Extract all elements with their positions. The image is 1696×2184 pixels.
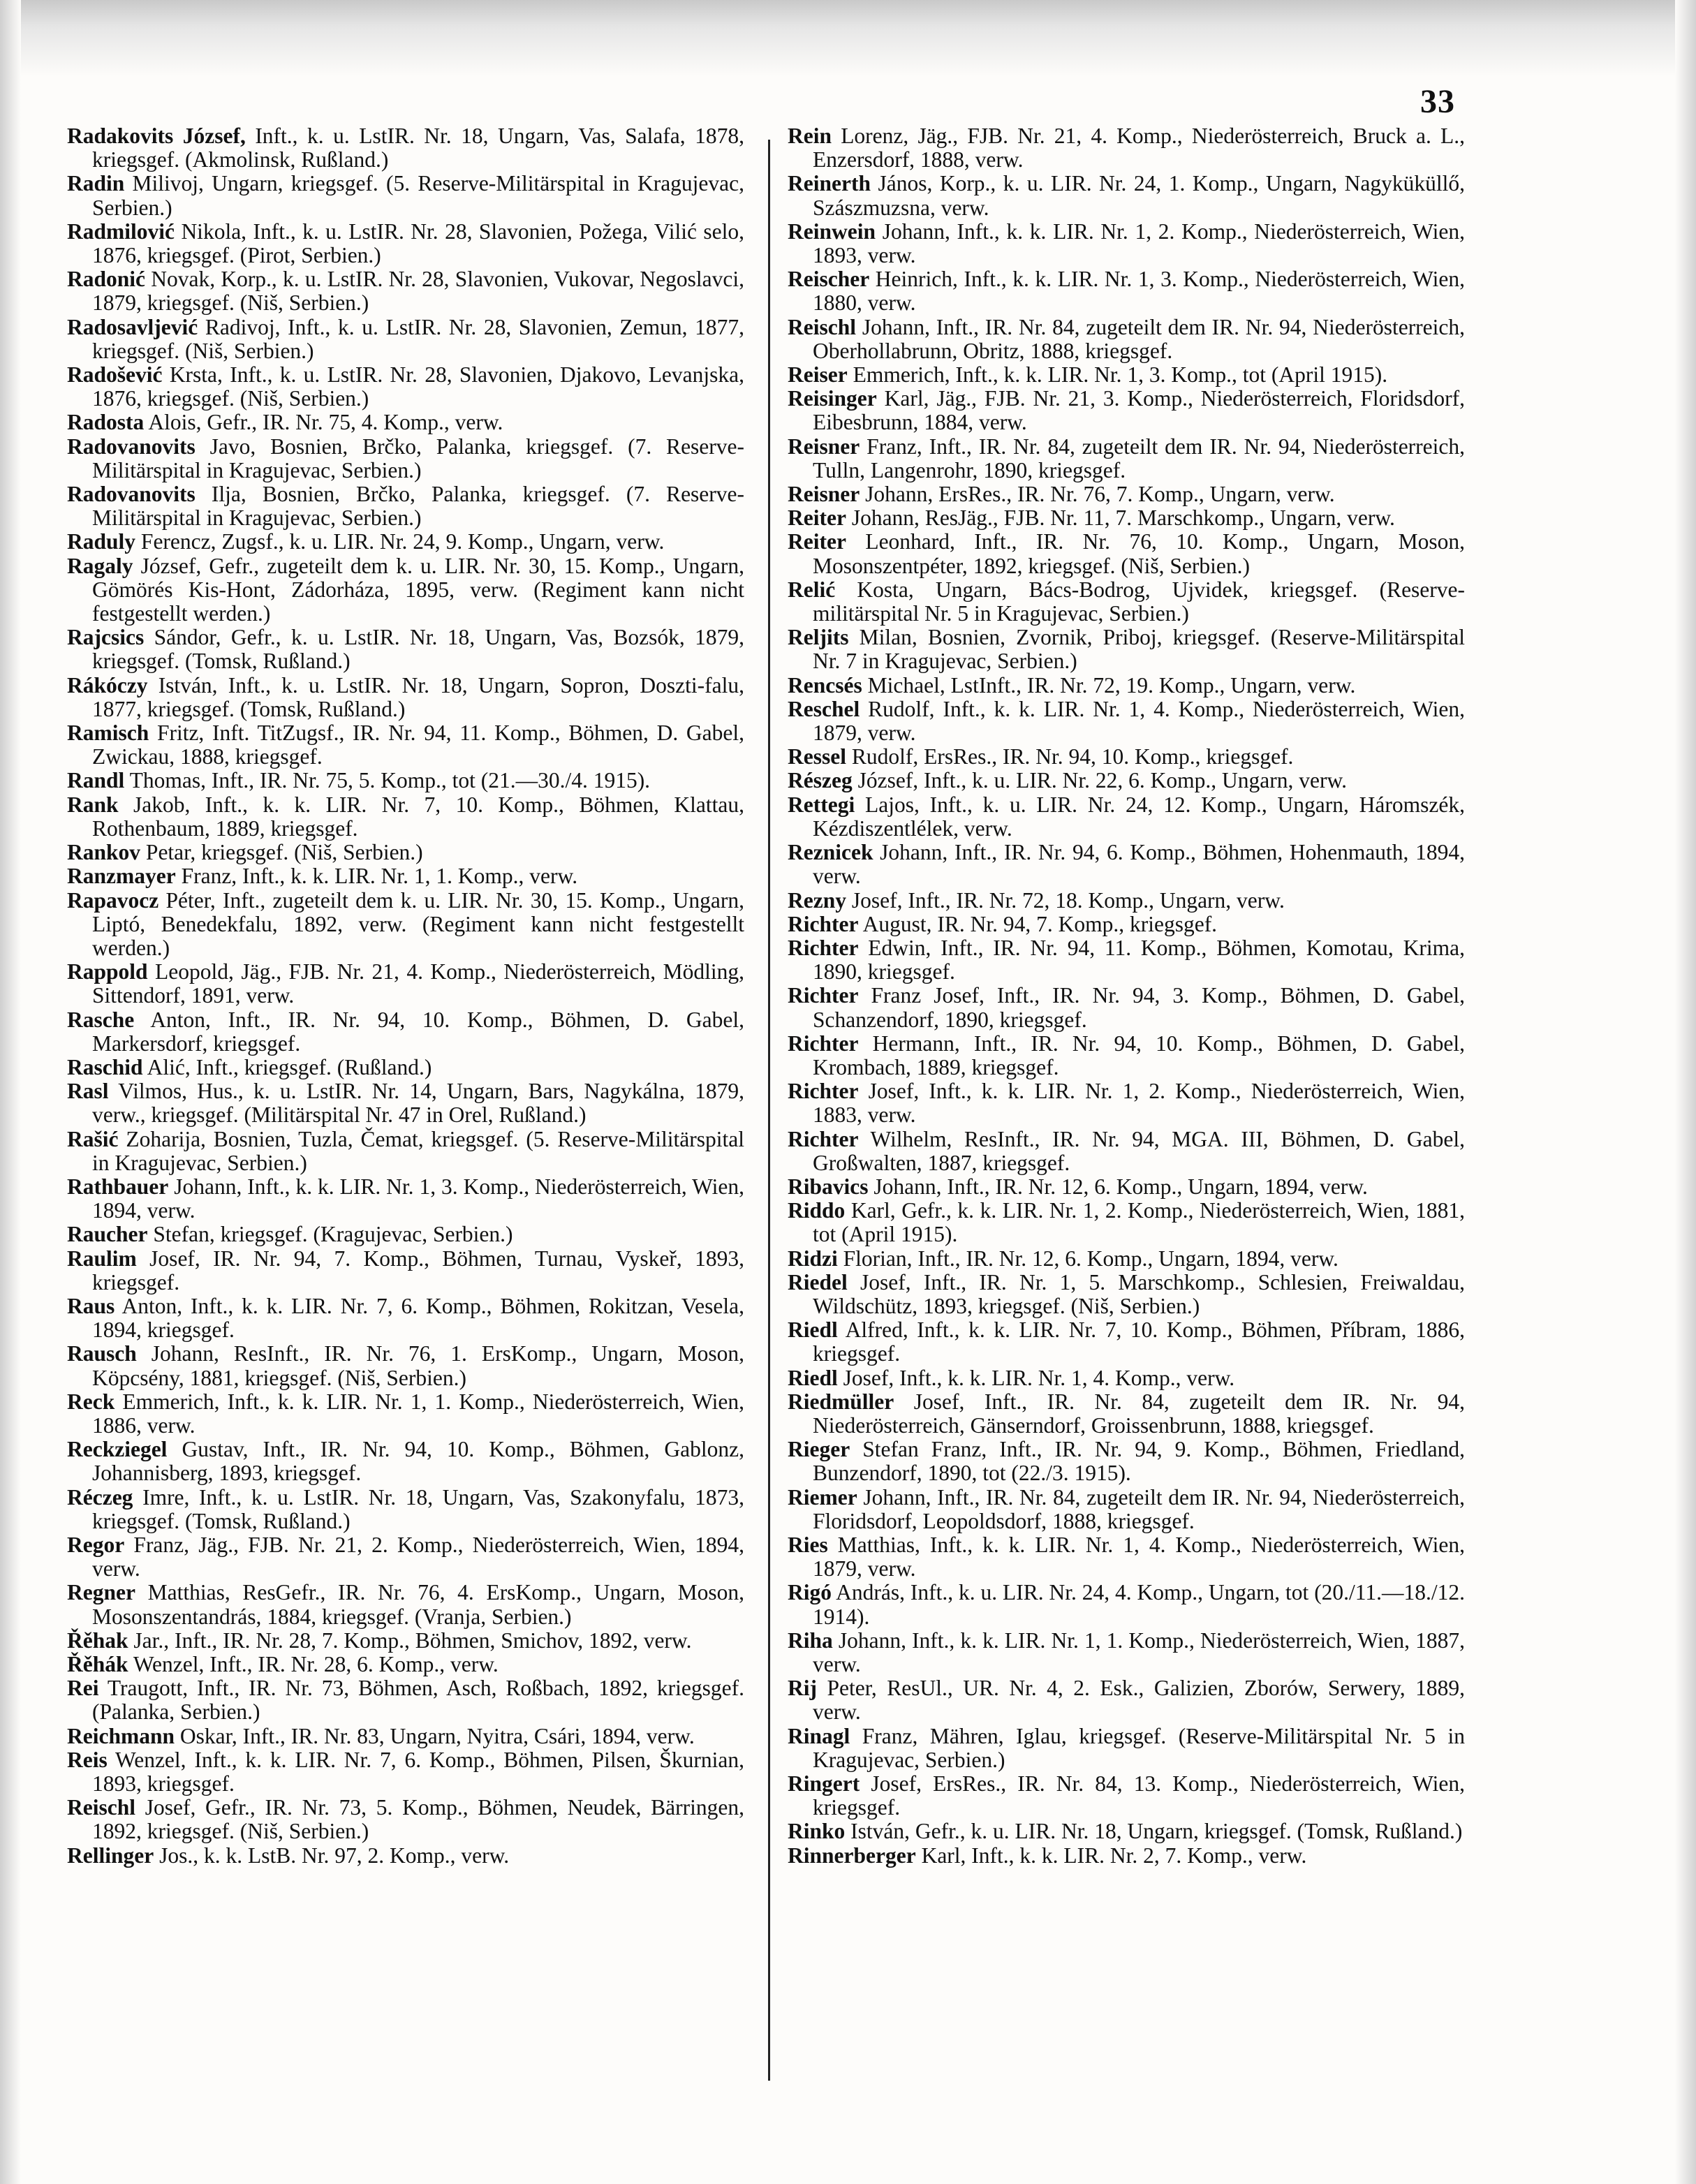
- entry-surname: Rákóczy: [67, 672, 148, 698]
- entry-surname: Randl: [67, 768, 125, 793]
- entry-details: Karl, Inft., k. k. LIR. Nr. 2, 7. Komp., verw.: [921, 1843, 1307, 1868]
- list-entry: [67, 1676, 744, 1724]
- entry-surname: Richter: [788, 1126, 859, 1151]
- entry-details: Johann, Inft., k. k. LIR. Nr. 1, 2. Komp., Niederösterreich, Wien, 1893, verw.: [813, 219, 1466, 268]
- entry-surname: Radmilović: [67, 219, 175, 244]
- list-entry: [788, 316, 1465, 363]
- list-entry: [67, 1128, 744, 1175]
- entry-surname: Riddo: [788, 1198, 846, 1223]
- entry-details: Rudolf, ErsRes., IR. Nr. 94, 10. Komp., kriegsgef.: [851, 744, 1294, 769]
- entry-details: Michael, LstInft., IR. Nr. 72, 19. Komp., Ungarn, verw.: [867, 672, 1356, 698]
- entry-surname: Relić: [788, 577, 836, 602]
- entry-surname: Raucher: [67, 1222, 148, 1247]
- entry-surname: Řěhák: [67, 1652, 128, 1676]
- entry-surname: Rieger: [788, 1437, 850, 1462]
- entry-details: Wenzel, Inft., IR. Nr. 28, 6. Komp., verw.: [133, 1652, 499, 1676]
- list-entry: [788, 674, 1465, 698]
- list-entry: [67, 363, 744, 411]
- entry-surname: Rettegi: [788, 792, 855, 817]
- entry-surname: Richter: [788, 1079, 859, 1104]
- entry-surname: Rinko: [788, 1819, 846, 1844]
- entry-surname: Rankov: [67, 840, 141, 865]
- list-entry: [788, 387, 1465, 434]
- entry-details: Kosta, Ungarn, Bács-Bodrog, Ujvidek, kriegsgef. (Reserve-militärspital Nr. 5 in Kragujevac, Serbien.): [813, 577, 1466, 626]
- list-entry: [67, 1247, 744, 1294]
- list-entry: [788, 220, 1465, 267]
- list-entry: [67, 554, 744, 626]
- entry-surname: Radin: [67, 171, 125, 196]
- entry-details: Franz, Mähren, Iglau, kriegsgef. (Reserve-Militärspital Nr. 5 in Kragujevac, Serbien.): [813, 1723, 1465, 1772]
- entry-surname: Regor: [67, 1532, 125, 1557]
- entry-surname: Ragaly: [67, 553, 133, 578]
- list-entry: [67, 1438, 744, 1485]
- list-entry: [67, 220, 744, 267]
- entry-details: Josef, Inft., k. k. LIR. Nr. 1, 2. Komp., Niederösterreich, Wien, 1883, verw.: [813, 1079, 1466, 1128]
- list-entry: [67, 1008, 744, 1056]
- entry-surname: Reljits: [788, 625, 849, 650]
- list-entry: [67, 769, 744, 792]
- entry-surname: Richter: [788, 1031, 859, 1056]
- entry-details: Josef, Inft., k. k. LIR. Nr. 1, 4. Komp., verw.: [843, 1365, 1235, 1390]
- entry-surname: Richter: [788, 935, 859, 960]
- entry-details: Florian, Inft., IR. Nr. 12, 6. Komp., Ungarn, 1894, verw.: [843, 1246, 1339, 1271]
- list-entry: [788, 1366, 1465, 1390]
- entry-surname: Reisner: [788, 482, 860, 507]
- entry-surname: Radosta: [67, 410, 145, 435]
- list-entry: [67, 1748, 744, 1796]
- list-entry: [788, 363, 1465, 387]
- list-entry: [788, 1820, 1465, 1843]
- entry-surname: Riedel: [788, 1269, 848, 1294]
- entry-surname: Rašić: [67, 1126, 119, 1151]
- list-entry: [788, 913, 1465, 936]
- entry-details: Jakob, Inft., k. k. LIR. Nr. 7, 10. Komp., Böhmen, Klattau, Rothenbaum, 1889, kriegsgef.: [92, 792, 745, 841]
- list-entry: [67, 793, 744, 841]
- entry-details: Johann, Inft., IR. Nr. 84, zugeteilt dem IR. Nr. 94, Niederösterreich, Oberhollabrunn, Obritz, 1888, kriegsgef.: [813, 314, 1466, 363]
- list-entry: [67, 1653, 744, 1676]
- list-entry: [788, 1318, 1465, 1366]
- list-entry: [67, 316, 744, 363]
- list-entry: [67, 889, 744, 961]
- entry-surname: Rinagl: [788, 1723, 850, 1748]
- list-entry: [788, 984, 1465, 1031]
- entry-surname: Riedl: [788, 1318, 838, 1343]
- entry-details: Milivoj, Ungarn, kriegsgef. (5. Reserve-Militärspital in Kragujevac, Serbien.): [92, 171, 744, 220]
- list-entry: [67, 1342, 744, 1389]
- list-entry: [67, 1056, 744, 1079]
- entry-surname: Ranzmayer: [67, 864, 176, 889]
- entry-details: Josef, Gefr., IR. Nr. 73, 5. Komp., Böhmen, Neudek, Bärringen, 1892, kriegsgef. (Niš, Serbien.): [92, 1795, 744, 1844]
- list-entry: [788, 936, 1465, 984]
- entry-details: Alois, Gefr., IR. Nr. 75, 4. Komp., verw.: [148, 410, 503, 435]
- list-entry: [67, 626, 744, 673]
- list-entry: [788, 1390, 1465, 1438]
- entry-details: Leopold, Jäg., FJB. Nr. 21, 4. Komp., Niederösterreich, Mödling, Sittendorf, 1891, verw.: [92, 959, 745, 1008]
- entry-details: Johann, Inft., IR. Nr. 94, 6. Komp., Böhmen, Hohenmauth, 1894, verw.: [813, 840, 1465, 889]
- entry-surname: Richter: [788, 983, 859, 1008]
- list-entry: [788, 1079, 1465, 1127]
- entry-details: Matthias, Inft., k. k. LIR. Nr. 1, 4. Komp., Niederösterreich, Wien, 1879, verw.: [813, 1532, 1466, 1581]
- entry-surname: Regner: [67, 1580, 135, 1605]
- entry-surname: Riedmüller: [788, 1389, 894, 1414]
- entry-details: Jar., Inft., IR. Nr. 28, 7. Komp., Böhmen, Smichov, 1892, verw.: [133, 1628, 692, 1653]
- entry-details: Ferencz, Zugsf., k. u. LIR. Nr. 24, 9. Komp., Ungarn, verw.: [140, 529, 665, 554]
- entry-details: Johann, Inft., k. k. LIR. Nr. 1, 3. Komp., Niederösterreich, Wien, 1894, verw.: [92, 1174, 745, 1223]
- entry-surname: Reinwein: [788, 219, 876, 244]
- entry-details: August, IR. Nr. 94, 7. Komp., kriegsgef.: [862, 911, 1218, 936]
- entry-details: Péter, Inft., zugeteilt dem k. u. LIR. Nr. 30, 15. Komp., Ungarn, Liptó, Benedekfalu, 1892, verw. (Regiment kann nicht festgestellt werden.): [92, 887, 745, 960]
- entry-surname: Reinerth: [788, 171, 871, 196]
- entry-surname: Řěhak: [67, 1628, 128, 1653]
- entry-details: Josef, IR. Nr. 94, 7. Komp., Böhmen, Turnau, Vyskeř, 1893, kriegsgef.: [92, 1246, 745, 1294]
- list-entry: [67, 1294, 744, 1342]
- list-entry: [788, 506, 1465, 530]
- list-entry: [67, 1390, 744, 1438]
- scan-shadow-left: [0, 0, 21, 2184]
- list-entry: [788, 578, 1465, 626]
- entry-details: Matthias, ResGefr., IR. Nr. 76, 4. ErsKomp., Ungarn, Moson, Mosonszentandrás, 1884, kriegsgef. (Vranja, Serbien.): [92, 1580, 745, 1629]
- entry-surname: Radakovits József,: [67, 124, 246, 148]
- entry-details: József, Inft., k. u. LIR. Nr. 22, 6. Komp., Ungarn, verw.: [857, 768, 1348, 793]
- entry-details: Lorenz, Jäg., FJB. Nr. 21, 4. Komp., Niederösterreich, Bruck a. L., Enzersdorf, 1888, verw.: [813, 124, 1465, 172]
- entry-details: Alić, Inft., kriegsgef. (Rußland.): [147, 1054, 432, 1079]
- entry-details: Stefan Franz, Inft., IR. Nr. 94, 9. Komp., Böhmen, Friedland, Bunzendorf, 1890, tot (22./3. 1915).: [813, 1437, 1466, 1486]
- list-entry: [788, 1438, 1465, 1485]
- list-entry: [67, 482, 744, 530]
- entry-surname: Rellinger: [67, 1843, 154, 1868]
- list-entry: [788, 1271, 1465, 1318]
- entry-surname: Ribavics: [788, 1174, 869, 1199]
- scan-shadow-right: [1675, 0, 1696, 2184]
- entry-details: Josef, Inft., IR. Nr. 84, zugeteilt dem IR. Nr. 94, Niederösterreich, Gänserndorf, Groissenbrunn, 1888, kriegsgef.: [813, 1389, 1465, 1438]
- entry-details: Radivoj, Inft., k. u. LstIR. Nr. 28, Slavonien, Zemun, 1877, kriegsgef. (Niš, Serbien.): [92, 314, 745, 363]
- entry-details: Oskar, Inft., IR. Nr. 83, Ungarn, Nyitra, Csári, 1894, verw.: [179, 1723, 695, 1748]
- entry-surname: Riedl: [788, 1365, 838, 1390]
- entry-details: Johann, Inft., IR. Nr. 12, 6. Komp., Ungarn, 1894, verw.: [873, 1174, 1368, 1199]
- entry-details: Josef, Inft., IR. Nr. 1, 5. Marschkomp., Schlesien, Freiwaldau, Wildschütz, 1893, kriegsgef. (Niš, Serbien.): [813, 1269, 1466, 1318]
- list-entry: [788, 1175, 1465, 1199]
- entry-surname: Reiter: [788, 506, 846, 531]
- entry-surname: Raduly: [67, 529, 136, 554]
- entry-surname: Raschid: [67, 1054, 143, 1079]
- entry-surname: Ressel: [788, 744, 846, 769]
- entry-details: Alfred, Inft., k. k. LIR. Nr. 7, 10. Komp., Böhmen, Příbram, 1886, kriegsgef.: [813, 1318, 1465, 1366]
- entry-surname: Reischer: [788, 267, 870, 292]
- list-entry: [788, 1629, 1465, 1676]
- entry-details: Johann, ErsRes., IR. Nr. 76, 7. Komp., Ungarn, verw.: [865, 482, 1335, 507]
- list-entry: [788, 1247, 1465, 1271]
- entry-surname: Rasche: [67, 1007, 135, 1032]
- entry-details: Javo, Bosnien, Brčko, Palanka, kriegsgef. (7. Reserve-Militärspital in Kragujevac, Serbien.): [92, 434, 744, 482]
- entry-details: Fritz, Inft. TitZugsf., IR. Nr. 94, 11. Komp., Böhmen, D. Gabel, Zwickau, 1888, kriegsgef.: [92, 721, 744, 769]
- list-entry: [788, 1725, 1465, 1772]
- list-entry: [67, 1223, 744, 1246]
- entry-details: Franz, Inft., k. k. LIR. Nr. 1, 1. Komp., verw.: [181, 864, 578, 889]
- list-entry: [67, 411, 744, 434]
- entry-details: Lajos, Inft., k. u. LIR. Nr. 24, 12. Komp., Ungarn, Háromszék, Kézdiszentlélek, verw.: [813, 792, 1465, 841]
- entry-surname: Reiser: [788, 362, 848, 388]
- entry-details: Hermann, Inft., IR. Nr. 94, 10. Komp., Böhmen, D. Gabel, Krombach, 1889, kriegsgef.: [813, 1031, 1466, 1079]
- entry-surname: Rapavocz: [67, 887, 159, 913]
- list-entry: [788, 124, 1465, 172]
- list-entry: [788, 698, 1465, 745]
- list-entry: [788, 1844, 1465, 1868]
- entry-details: Peter, ResUl., UR. Nr. 4, 2. Esk., Galizien, Zborów, Serwery, 1889, verw.: [813, 1676, 1466, 1725]
- entry-details: Josef, ErsRes., IR. Nr. 84, 13. Komp., Niederösterreich, Wien, kriegsgef.: [813, 1771, 1466, 1820]
- list-entry: [788, 482, 1465, 506]
- entry-surname: Rein: [788, 124, 832, 148]
- entry-details: Petar, kriegsgef. (Niš, Serbien.): [145, 840, 423, 865]
- entry-surname: Reckziegel: [67, 1437, 168, 1462]
- entry-details: Wilhelm, ResInft., IR. Nr. 94, MGA. III, Böhmen, D. Gabel, Großwalten, 1887, kriegsgef.: [813, 1126, 1465, 1175]
- entry-details: Johann, Inft., IR. Nr. 84, zugeteilt dem IR. Nr. 94, Niederösterreich, Floridsdorf, Leopoldsdorf, 1888, kriegsgef.: [813, 1484, 1466, 1533]
- list-entry: [788, 530, 1465, 577]
- entry-details: János, Korp., k. u. LIR. Nr. 24, 1. Komp., Ungarn, Nagyküküllő, Szászmuzsna, verw.: [813, 171, 1466, 220]
- entry-surname: Ramisch: [67, 721, 149, 746]
- list-entry: [67, 1175, 744, 1223]
- entry-surname: Reisner: [788, 434, 860, 459]
- list-entry: [67, 435, 744, 482]
- entry-surname: Rezny: [788, 887, 846, 913]
- entry-surname: Rank: [67, 792, 119, 817]
- entry-surname: Réczeg: [67, 1484, 133, 1510]
- entry-details: Anton, Inft., IR. Nr. 94, 10. Komp., Böhmen, D. Gabel, Markersdorf, kriegsgef.: [92, 1007, 745, 1056]
- entry-surname: Részeg: [788, 768, 853, 793]
- entry-details: Inft., k. u. LstIR. Nr. 18, Ungarn, Vas, Salafa, 1878, kriegsgef. (Akmolinsk, Rußland.): [92, 124, 744, 172]
- entry-details: Franz Josef, Inft., IR. Nr. 94, 3. Komp., Böhmen, D. Gabel, Schanzendorf, 1890, kriegsgef.: [813, 983, 1465, 1032]
- list-entry: [67, 960, 744, 1008]
- entry-details: Sándor, Gefr., k. u. LstIR. Nr. 18, Ungarn, Vas, Bozsók, 1879, kriegsgef. (Tomsk, Rußland.): [92, 625, 745, 674]
- entry-details: Emmerich, Inft., k. k. LIR. Nr. 1, 1. Komp., Niederösterreich, Wien, 1886, verw.: [92, 1389, 744, 1438]
- entry-surname: Rappold: [67, 959, 148, 984]
- entry-surname: Radošević: [67, 362, 163, 388]
- entry-details: Johann, Inft., k. k. LIR. Nr. 1, 1. Komp., Niederösterreich, Wien, 1887, verw.: [813, 1628, 1466, 1676]
- list-entry: [788, 1676, 1465, 1724]
- entry-surname: Radonić: [67, 267, 146, 292]
- entry-surname: Reiter: [788, 529, 846, 554]
- entry-surname: Rausch: [67, 1341, 137, 1366]
- entry-surname: Radovanovits: [67, 482, 196, 507]
- list-entry: [788, 267, 1465, 315]
- list-entry: [788, 1032, 1465, 1079]
- entry-surname: Reischl: [67, 1795, 135, 1820]
- entry-details: Vilmos, Hus., k. u. LstIR. Nr. 14, Ungarn, Bars, Nagykálna, 1879, verw., kriegsgef. (Militärspital Nr. 47 in Orel, Rußland.): [92, 1079, 745, 1128]
- entry-details: Thomas, Inft., IR. Nr. 75, 5. Komp., tot (21.—30./4. 1915).: [129, 768, 651, 793]
- list-entry: [788, 793, 1465, 841]
- list-entry: [788, 1772, 1465, 1820]
- list-entry: [67, 721, 744, 769]
- entry-details: Novak, Korp., k. u. LstIR. Nr. 28, Slavonien, Vukovar, Negoslavci, 1879, kriegsgef. (Niš, Serbien.): [92, 267, 744, 316]
- entry-details: Traugott, Inft., IR. Nr. 73, Böhmen, Asch, Roßbach, 1892, kriegsgef. (Palanka, Serbien.): [92, 1676, 744, 1725]
- entry-details: Karl, Jäg., FJB. Nr. 21, 3. Komp., Niederösterreich, Floridsdorf, Eibesbrunn, 1884, verw.: [813, 386, 1466, 435]
- entry-surname: Rinnerberger: [788, 1843, 916, 1868]
- list-entry: [788, 1533, 1465, 1581]
- entry-details: Stefan, kriegsgef. (Kragujevac, Serbien.): [153, 1222, 513, 1247]
- entry-details: Wenzel, Inft., k. k. LIR. Nr. 7, 6. Komp., Böhmen, Pilsen, Škurnian, 1893, kriegsgef.: [92, 1747, 744, 1796]
- entry-details: Ilja, Bosnien, Brčko, Palanka, kriegsgef. (7. Reserve-Militärspital in Kragujevac, Serbien.): [92, 482, 744, 531]
- entry-details: Zoharija, Bosnien, Tuzla, Čemat, kriegsgef. (5. Reserve-Militärspital in Kragujevac, Serbien.): [92, 1126, 745, 1175]
- entry-surname: Reznicek: [788, 840, 873, 865]
- list-entry: [788, 1128, 1465, 1175]
- list-entry: [67, 1079, 744, 1127]
- page-number: 33: [1420, 83, 1455, 120]
- entry-surname: Ridzi: [788, 1246, 838, 1271]
- list-entry: [67, 1533, 744, 1581]
- entry-surname: Reichmann: [67, 1723, 175, 1748]
- entry-details: Emmerich, Inft., k. k. LIR. Nr. 1, 3. Komp., tot (April 1915).: [853, 362, 1388, 388]
- entry-surname: Richter: [788, 911, 859, 936]
- list-entry: [67, 674, 744, 721]
- list-entry: [67, 172, 744, 219]
- entry-details: Karl, Gefr., k. k. LIR. Nr. 1, 2. Komp., Niederösterreich, Wien, 1881, tot (April 1915).: [813, 1198, 1465, 1247]
- entry-details: Jos., k. k. LstB. Nr. 97, 2. Komp., verw.: [159, 1843, 510, 1868]
- list-entry: [67, 1629, 744, 1653]
- entry-surname: Rajcsics: [67, 625, 145, 650]
- list-entry: [67, 124, 744, 172]
- entry-surname: Radosavljević: [67, 314, 198, 339]
- entry-details: Franz, Inft., IR. Nr. 84, zugeteilt dem IR. Nr. 94, Niederösterreich, Tulln, Langenrohr, 1890, kriegsgef.: [813, 434, 1465, 482]
- list-entry: [788, 889, 1465, 913]
- entry-details: Milan, Bosnien, Zvornik, Priboj, kriegsgef. (Reserve-Militärspital Nr. 7 in Kragujevac, Serbien.): [813, 625, 1466, 674]
- entry-surname: Reisinger: [788, 386, 877, 411]
- list-entry: [788, 435, 1465, 482]
- entry-surname: Riemer: [788, 1484, 857, 1510]
- list-entry: [788, 841, 1465, 888]
- list-entry: [67, 267, 744, 315]
- entry-details: Heinrich, Inft., k. k. LIR. Nr. 1, 3. Komp., Niederösterreich, Wien, 1880, verw.: [813, 267, 1466, 316]
- list-entry: [67, 841, 744, 864]
- entry-details: Johann, ResInft., IR. Nr. 76, 1. ErsKomp., Ungarn, Moson, Köpcsény, 1881, kriegsgef. (Niš, Serbien.): [92, 1341, 745, 1390]
- entry-surname: Radovanovits: [67, 434, 196, 459]
- entry-details: Rudolf, Inft., k. k. LIR. Nr. 1, 4. Komp., Niederösterreich, Wien, 1879, verw.: [813, 696, 1465, 746]
- entry-details: Nikola, Inft., k. u. LstIR. Nr. 28, Slavonien, Požega, Vilić selo, 1876, kriegsgef. (Pirot, Serbien.): [92, 219, 745, 268]
- list-entry: [67, 864, 744, 888]
- entry-surname: Raus: [67, 1293, 115, 1318]
- entry-surname: Ries: [788, 1532, 828, 1557]
- entry-surname: Riha: [788, 1628, 833, 1653]
- list-entry: [67, 1486, 744, 1533]
- list-entry: [67, 1844, 744, 1868]
- entry-surname: Reschel: [788, 696, 860, 721]
- entry-surname: Rigó: [788, 1580, 832, 1605]
- list-entry: [788, 1199, 1465, 1246]
- entry-details: Anton, Inft., k. k. LIR. Nr. 7, 6. Komp., Böhmen, Rokitzan, Vesela, 1894, kriegsgef.: [92, 1293, 744, 1343]
- entry-surname: Reck: [67, 1389, 115, 1414]
- entry-details: Franz, Jäg., FJB. Nr. 21, 2. Komp., Niederösterreich, Wien, 1894, verw.: [92, 1532, 744, 1581]
- list-entry: [67, 530, 744, 554]
- entry-details: József, Gefr., zugeteilt dem k. u. LIR. Nr. 30, 15. Komp., Ungarn, Gömörés Kis-Hont, Zádorháza, 1895, verw. (Regiment kann nicht festgestellt werden.): [92, 553, 744, 626]
- entry-details: Imre, Inft., k. u. LstIR. Nr. 18, Ungarn, Vas, Szakonyfalu, 1873, kriegsgef. (Tomsk, Rußland.): [92, 1484, 745, 1533]
- list-entry: [67, 1725, 744, 1748]
- entry-surname: Ringert: [788, 1771, 860, 1796]
- list-entry: [788, 745, 1465, 769]
- list-entry: [788, 626, 1465, 673]
- list-entry: [67, 1796, 744, 1843]
- entry-surname: Rei: [67, 1676, 99, 1701]
- column-divider: [768, 140, 770, 2081]
- entry-details: Krsta, Inft., k. u. LstIR. Nr. 28, Slavonien, Djakovo, Levanjska, 1876, kriegsgef. (Niš, Serbien.): [92, 362, 745, 411]
- entry-surname: Reischl: [788, 314, 856, 339]
- entry-details: András, Inft., k. u. LIR. Nr. 24, 4. Komp., Ungarn, tot (20./11.—18./12. 1914).: [813, 1580, 1466, 1629]
- right-column: [788, 124, 1465, 1868]
- list-entry: [788, 1486, 1465, 1533]
- entry-details: István, Inft., k. u. LstIR. Nr. 18, Ungarn, Sopron, Doszti-falu, 1877, kriegsgef. (Tomsk, Rußland.): [92, 672, 744, 721]
- scan-shadow-top: [0, 0, 1696, 77]
- entry-surname: Rencsés: [788, 672, 862, 698]
- entry-surname: Reis: [67, 1747, 108, 1772]
- entry-surname: Rij: [788, 1676, 817, 1701]
- entry-surname: Rasl: [67, 1079, 109, 1104]
- left-column: [67, 124, 744, 1868]
- entry-details: Edwin, Inft., IR. Nr. 94, 11. Komp., Böhmen, Komotau, Krima, 1890, kriegsgef.: [813, 935, 1465, 984]
- list-entry: [788, 172, 1465, 219]
- entry-surname: Rathbauer: [67, 1174, 169, 1199]
- list-entry: [788, 1581, 1465, 1628]
- list-entry: [788, 769, 1465, 792]
- entry-details: István, Gefr., k. u. LIR. Nr. 18, Ungarn, kriegsgef. (Tomsk, Rußland.): [850, 1819, 1463, 1844]
- entry-details: Johann, ResJäg., FJB. Nr. 11, 7. Marschkomp., Ungarn, verw.: [851, 506, 1395, 531]
- list-entry: [67, 1581, 744, 1628]
- entry-details: Leonhard, Inft., IR. Nr. 76, 10. Komp., Ungarn, Moson, Mosonszentpéter, 1892, kriegsgef. (Niš, Serbien.): [813, 529, 1465, 578]
- entry-details: Josef, Inft., IR. Nr. 72, 18. Komp., Ungarn, verw.: [851, 887, 1285, 913]
- entry-details: Gustav, Inft., IR. Nr. 94, 10. Komp., Böhmen, Gablonz, Johannisberg, 1893, kriegsgef.: [92, 1437, 745, 1486]
- entry-surname: Raulim: [67, 1246, 137, 1271]
